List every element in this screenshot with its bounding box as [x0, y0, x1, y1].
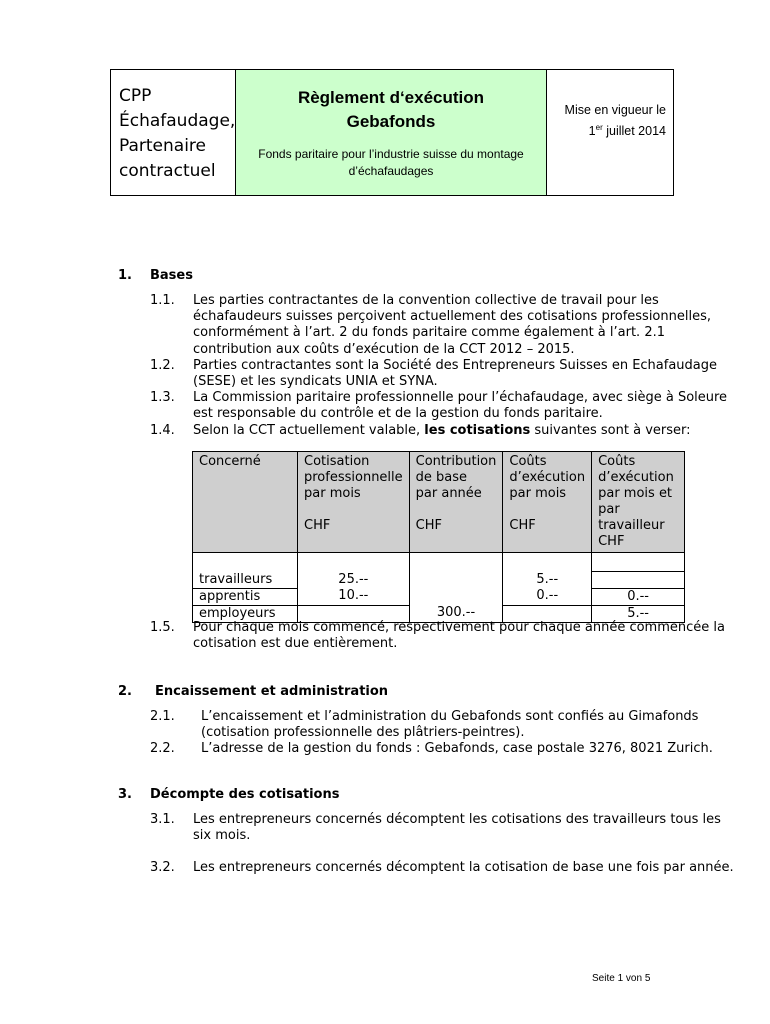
- table-header-cell: Concerné: [193, 452, 298, 553]
- item-text: La Commission paritaire professionnelle pour l’échafaudage, avec siège à Soleure est responsable du contrôle et de la gestion du fonds paritaire.: [193, 390, 728, 422]
- section-2-title: Encaissement et administration: [155, 684, 389, 699]
- item-number: 1.2.: [150, 358, 175, 373]
- table-header-cell: Contribution de base par année CHF: [409, 452, 503, 553]
- effective-date: Mise en vigueur le 1er juillet 2014: [564, 103, 666, 139]
- header-title-block: [236, 70, 547, 195]
- item-number: 1.5.: [150, 620, 175, 635]
- table-row: travailleurs 25.-- 5.--: [193, 572, 685, 589]
- item-number: 2.1.: [150, 709, 175, 724]
- table-row: apprentis 10.-- 0.-- 0.--: [193, 588, 685, 605]
- item-text: L’adresse de la gestion du fonds : Gebafonds, case postale 3276, 8021 Zurich.: [201, 741, 713, 756]
- document-title-2: Gebafonds: [346, 112, 436, 131]
- item-number: 3.2.: [150, 860, 175, 875]
- table-header-cell: Coûts d’exécution par mois et par travailleur CHF: [592, 452, 685, 553]
- item-number: 3.1.: [150, 812, 175, 827]
- item-text: Les parties contractantes de la convention collective de travail pour les échafaudeurs suisses perçoivent actuellement des cotisations professionnelles, conformément à l’art. 2 du fonds paritaire comme également à l’art. 2.1 contribution aux coûts d’exécution de la CCT 2012 – 2015.: [193, 293, 711, 357]
- contributions-table: [192, 451, 685, 623]
- section-1-number: 1.: [118, 268, 132, 283]
- table-header-row: [193, 452, 685, 553]
- item-text: L’encaissement et l’administration du Gebafonds sont confiés au Gimafonds (cotisation professionnelle des plâtriers-peintres).: [201, 709, 699, 741]
- section-1-title: Bases: [150, 268, 193, 283]
- item-text: Parties contractantes sont la Société des Entrepreneurs Suisses en Echafaudage (SESE) et les syndicats UNIA et SYNA.: [193, 358, 718, 390]
- document-subtitle: Fonds paritaire pour l’industrie suisse du montage d’échafaudages: [258, 147, 524, 178]
- item-text: Pour chaque mois commencé, respectivement pour chaque année commencée la cotisation est due entièrement.: [193, 620, 725, 652]
- item-text: Selon la CCT actuellement valable, les cotisations suivantes sont à verser:: [193, 423, 691, 438]
- document-title: Règlement d‘exécution: [297, 88, 485, 107]
- table-header-cell: Coûts d’exécution par mois CHF: [503, 452, 592, 553]
- table-row: employeurs 300.-- 5.--: [193, 605, 685, 622]
- section-3-number: 3.: [118, 787, 132, 802]
- table-header-cell: Cotisation professionnelle par mois CHF: [298, 452, 410, 553]
- header-organization: CPP Échafaudage, Partenaire contractuel: [111, 70, 236, 195]
- item-number: 2.2.: [150, 741, 175, 756]
- item-text: Les entrepreneurs concernés décomptent les cotisations des travailleurs tous les six mois.: [193, 812, 721, 844]
- item-number: 1.3.: [150, 390, 175, 405]
- document-header: [110, 69, 674, 196]
- item-number: 1.4.: [150, 423, 175, 438]
- item-number: 1.1.: [150, 293, 175, 308]
- page-number: Seite 1 von 5: [592, 973, 651, 984]
- item-text: Les entrepreneurs concernés décomptent la cotisation de base une fois par année.: [193, 860, 734, 875]
- section-2-number: 2.: [118, 684, 132, 699]
- section-3-title: Décompte des cotisations: [150, 787, 340, 802]
